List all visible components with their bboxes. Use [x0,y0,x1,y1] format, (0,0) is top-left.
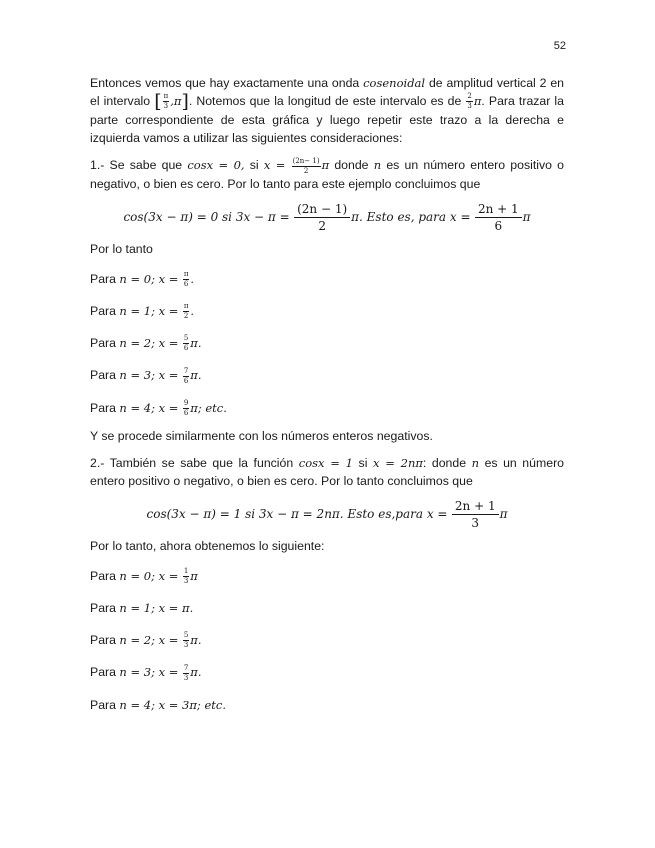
right-bracket: ] [181,90,189,113]
solution-item: Para n = 1; x = π. [90,601,194,615]
solution-fraction: $\frac{7}{6}$ [183,366,189,385]
solutions-list-1 [90,270,564,417]
solution-item: Para n = 2; x = $\frac{5}{3}$ π. [90,631,202,650]
solutions-list-2 [90,567,564,714]
por-lo-tanto: Por lo tanto [90,241,153,256]
page-number: 52 [553,40,566,52]
solution-item: Para n = 1; x = $\frac{\pi}{2}$ . [90,302,195,320]
equation-1-fraction-a: $\frac{(2n - 1)}{2}$ [294,203,350,232]
page-content [90,74,564,714]
negative-integers-note: Y se procede similarmente con los números enteros negativos. [90,428,433,443]
solution-fraction: $\frac{\pi}{2}$ [183,302,189,320]
equation-2: cos(3x − π) = 1 si 3x − π = 2nπ. Esto es,para x = $\frac{2n + 1}{3}$ π [146,498,508,530]
solution-fraction: $\frac{9}{6}$ [183,398,189,417]
solution-fraction: $\frac{5}{3}$ [183,631,189,650]
solution-fraction: $\frac{7}{3}$ [183,663,189,682]
solution-item: Para n = 2; x = $\frac{5}{6}$ π. [90,334,202,353]
length-fraction: $\frac{2}{3}$ [467,92,472,111]
solution-fraction: $\frac{1}{3}$ [183,567,189,585]
solution-item: Para n = 3; x = $\frac{7}{6}$ π. [90,366,202,385]
solution-item: Para n = 0; x = $\frac{\pi}{6}$ . [90,269,195,288]
condition-fraction: $\frac{(2n- 1)}{2}$ [292,156,320,175]
solution-item: Para n = 3; x = $\frac{7}{3}$ π. [90,663,202,682]
equation-2-fraction: $\frac{2n + 1}{3}$ [452,500,499,529]
solution-item: Para n = 4; x = $\frac{9}{6}$ π; etc. [90,398,227,417]
left-bracket: [ [154,90,162,113]
solution-fraction: $\frac{5}{6}$ [183,334,189,353]
solution-item: Para n = 0; x = $\frac{1}{3}$ π [90,567,198,585]
paragraph-consideration-1: 1.- Se sabe que cosx = 0, si x = $\frac{(2n- 1)}{2}$ π donde n es un número entero positivo o negativo, o bien es cero. Por lo tanto para este ejemplo concluimos que [90,156,565,191]
por-lo-tanto-2: Por lo tanto, ahora obtenemos lo siguiente: [90,538,325,553]
equation-1-fraction-b: $\frac{2n + 1}{6}$ [475,203,522,232]
solution-item: Para n = 4; x = 3π; etc. [90,697,226,712]
solution-fraction: $\frac{\pi}{6}$ [183,269,189,288]
interval-fraction: $\frac{\pi}{3}$ [163,92,169,111]
paragraph-intro: Entonces vemos que hay exactamente una onda cosenoidal de amplitud vertical 2 en el intervalo [ $\frac{\pi}{3}$ ,π]. Notemos que la longitud de este intervalo es de $\frac{2}{3}$ π. Para trazar la parte correspondiente de esta gráfica y luego repetir este trazo a la derecha e izquierda vamos a utilizar las siguientes consideraciones: [90,76,564,146]
paragraph-consideration-2: 2.- También se sabe que la función cosx = 1 si x = 2nπ: donde n es un número entero positivo o negativo, o bien es cero. Por lo tanto concluimos que [90,455,564,488]
equation-1: cos(3x − π) = 0 si 3x − π = $\frac{(2n - 1)}{2}$ π. Esto es, para x = $\frac{2n + 1}{6}$ π [123,201,531,233]
